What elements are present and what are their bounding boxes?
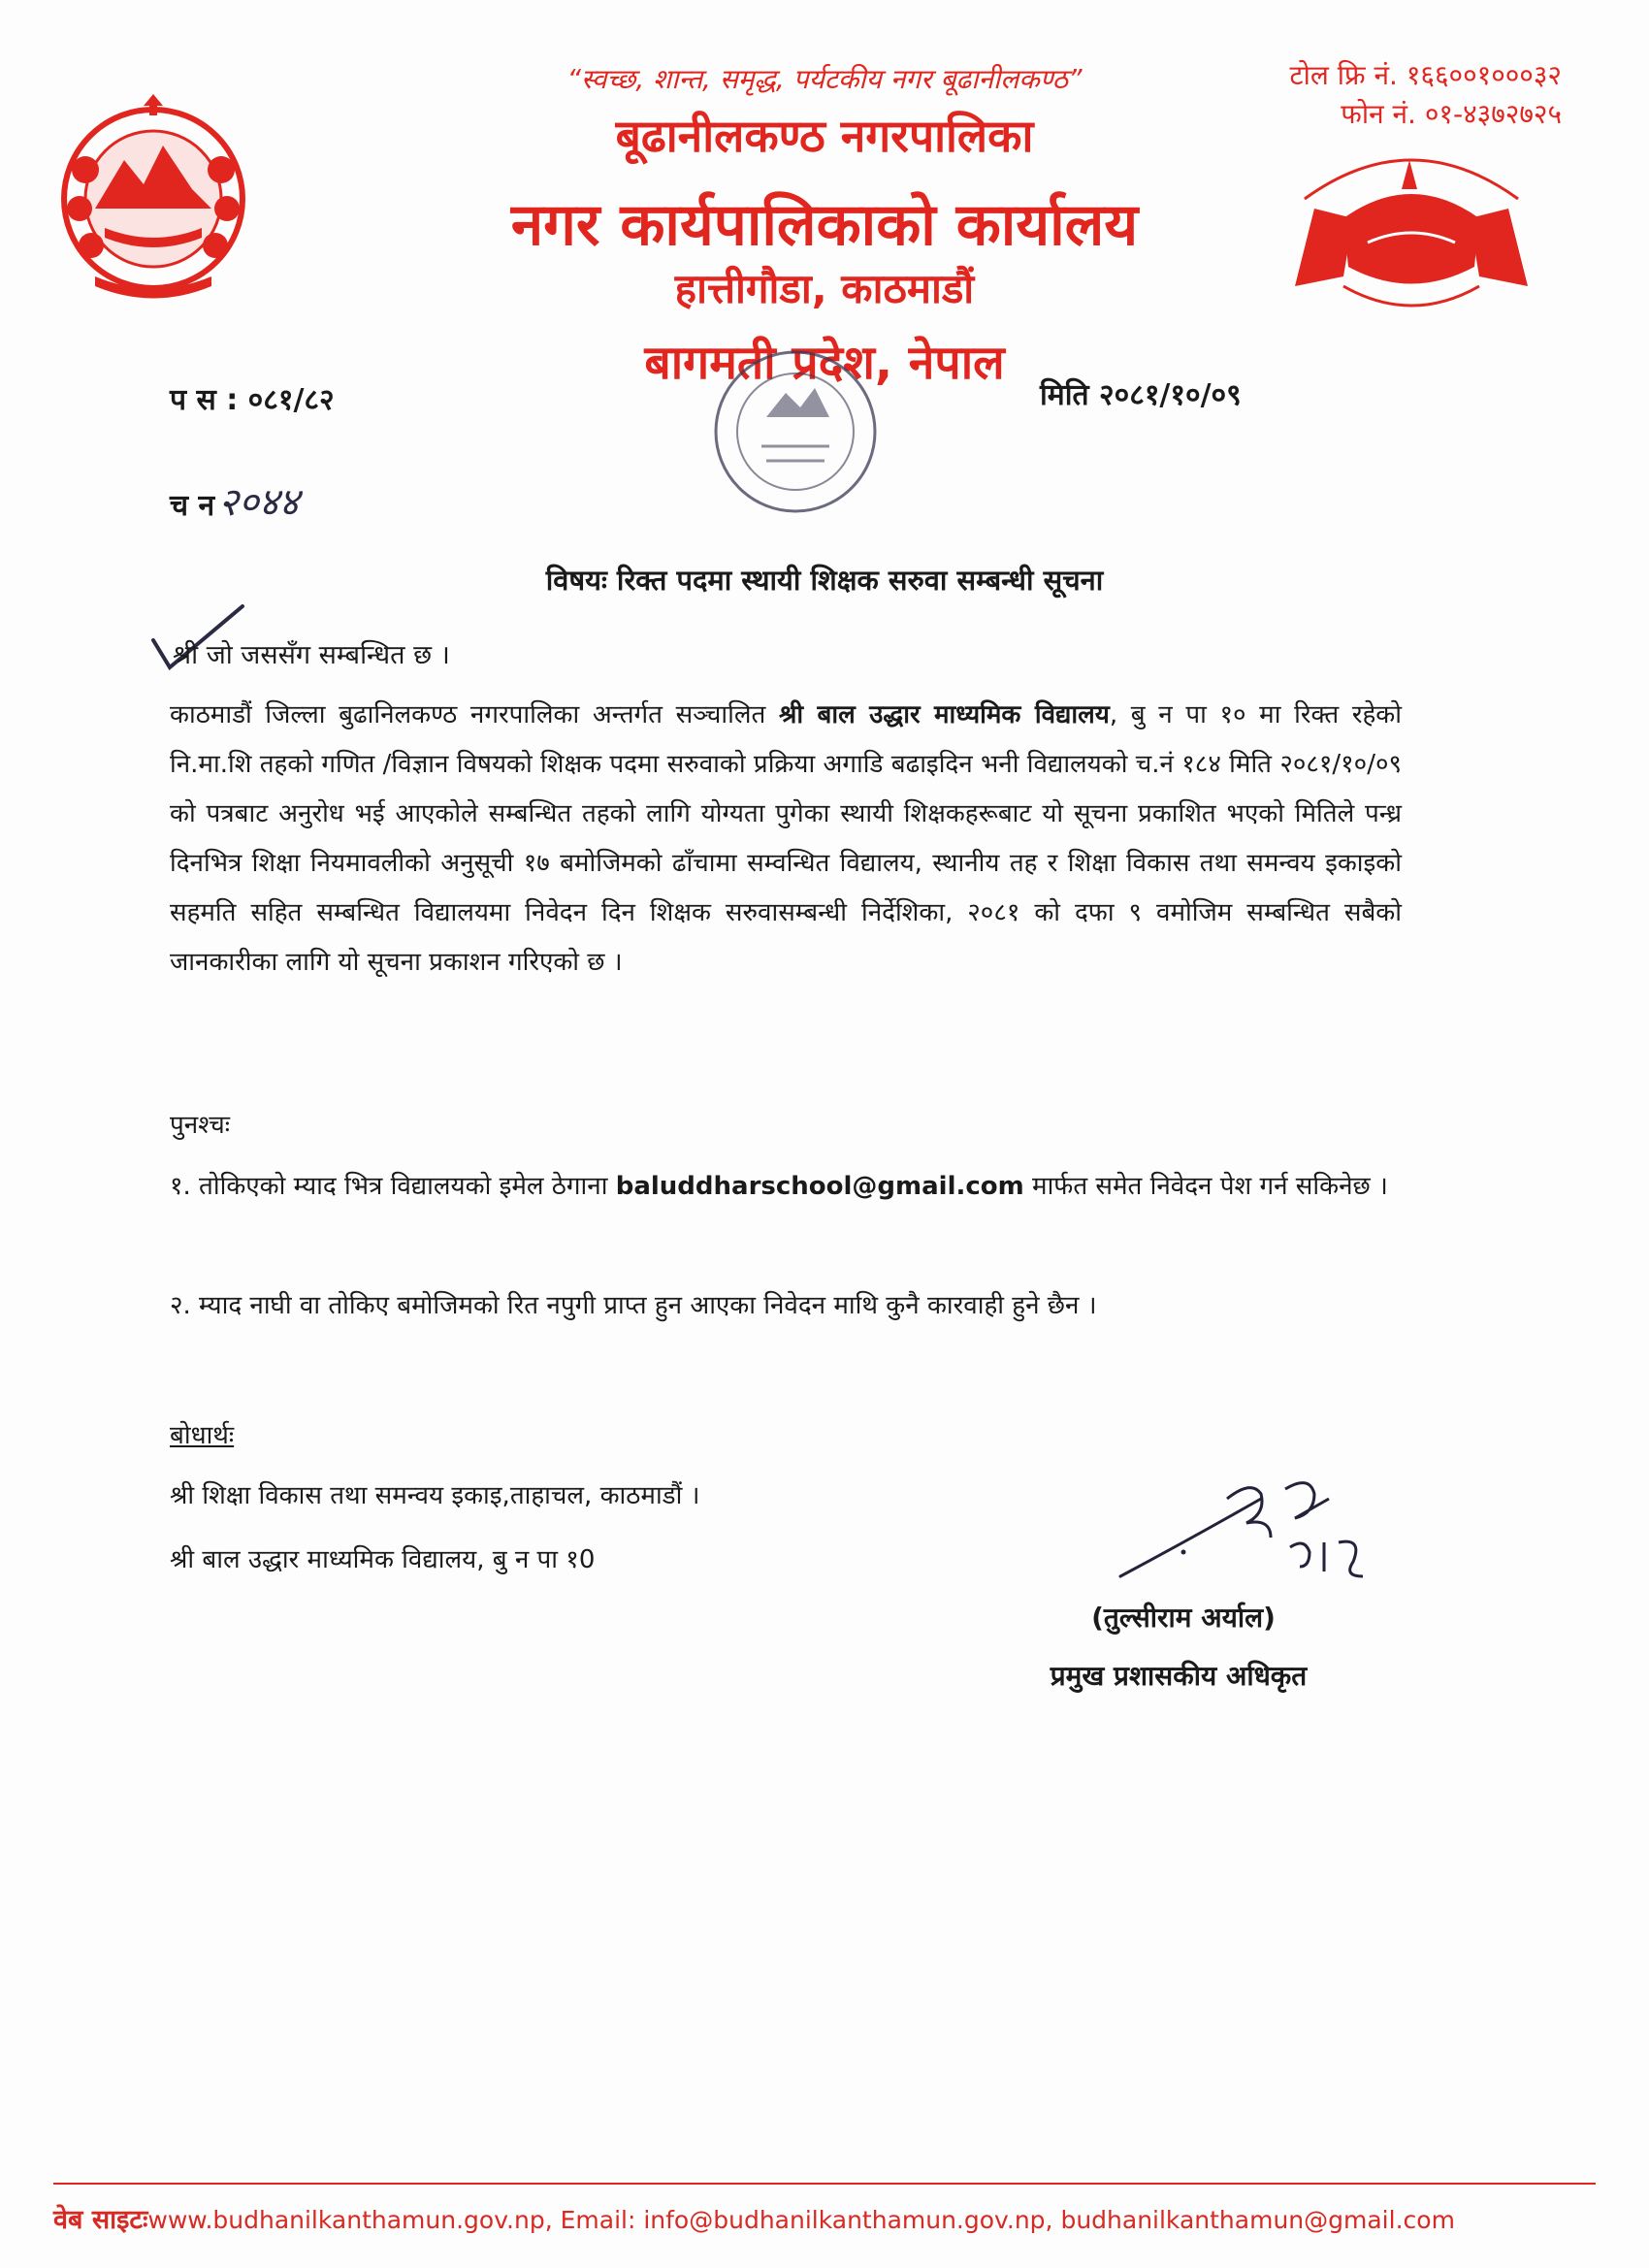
postscript-point-2: २. म्याद नाघी वा तोकिए बमोजिमको रित नपुगी प्राप्त हुन आएका निवेदन माथि कुनै कारवाही हुने छैन । (170, 1291, 1097, 1320)
footer-website-label: वेब साइटः (53, 2205, 148, 2235)
notice-subject: विषयः रिक्त पदमा स्थायी शिक्षक सरुवा सम्बन्धी सूचना (545, 564, 1104, 597)
footer-contact (53, 2200, 1455, 2236)
dispatch-number (170, 473, 299, 527)
dispatch-number-value: २०४४ (218, 480, 300, 525)
notice-body-paragraph (170, 691, 1402, 988)
phone-number: फोन नं. ०१-४३७२७२५ (1341, 98, 1562, 130)
office-name: नगर कार्यपालिकाको कार्यालय (510, 191, 1139, 259)
body-text-intro: काठमाडौं जिल्ला बुढानिलकण्ठ नगरपालिका अन्तर्गत सञ्चालित (170, 700, 779, 729)
school-email: baluddharschool@gmail.com (615, 1172, 1024, 1201)
postscript-point-1 (170, 1159, 1402, 1214)
point-1-text: १. तोकिएको म्याद भित्र विद्यालयको इमेल ठेगाना (170, 1172, 616, 1201)
signature-icon (1116, 1470, 1377, 1596)
footer-divider (53, 2183, 1596, 2185)
nepal-emblem-icon (56, 92, 250, 306)
office-location: हात्तीगौडा, काठमाडौं (674, 265, 975, 312)
school-name: श्री बाल उद्धार माध्यमिक विद्यालय (778, 700, 1110, 729)
postscript-heading: पुनश्चः (170, 1111, 231, 1140)
salutation: श्री जो जससँग सम्बन्धित छ । (173, 640, 450, 670)
letter-date: मिति २०८१/१०/०९ (1040, 378, 1242, 412)
office-province: बागमती प्रदेश, नेपाल (644, 336, 1005, 390)
body-text-main: , बु न पा १० मा रिक्त रहेको नि.मा.शि तहको गणित /विज्ञान विषयको शिक्षक पदमा सरुवाको प्रक्रिया अगाडि बढाइदिन भनी विद्यालयको च.नं १८४ मिति २०८१/१०/०९ को पत्रबाट अनुरोध भई आएकोले सम्बन्धित तहको लागि योग्यता पुगेका स्थायी शिक्षकहरूबाट यो सूचना प्रकाशित भएको मितिले पन्ध्र दिनभित्र शिक्षा नियमावलीको अनुसूची १७ बमोजिमको ढाँचामा सम्वन्धित विद्यालय, स्थानीय तह र शिक्षा विकास तथा समन्वय इकाइको सहमति सहित सम्बन्धित विद्यालयमा निवेदन दिन शिक्षक सरुवासम्बन्धी निर्देशिका, २०८१ को दफा ९ वमोजिम सम्बन्धित सबैको जानकारीका लागि यो सूचना प्रकाशन गरिएको छ । (170, 700, 1402, 977)
cc-heading: बोधार्थः (170, 1421, 235, 1450)
municipality-motto: “स्वच्छ, शान्त, समृद्ध, पर्यटकीय नगर बूढानीलकण्ठ” (566, 63, 1083, 95)
signatory-name: (तुल्सीराम अर्याल) (1091, 1602, 1276, 1634)
point-1-text-end: मार्फत समेत निवेदन पेश गर्न सकिनेछ । (1023, 1172, 1388, 1201)
signatory-title: प्रमुख प्रशासकीय अधिकृत (1050, 1660, 1308, 1692)
municipality-name: बूढानीलकण्ठ नगरपालिका (615, 110, 1034, 162)
office-seal-stamp-icon (669, 340, 922, 524)
municipality-logo-icon (1285, 131, 1537, 325)
dispatch-number-label: च न (170, 489, 215, 523)
reference-ps-number: प स : ०८१/८२ (170, 383, 335, 417)
footer-links: www.budhanilkanthamun.gov.np, Email: info@budhanilkanthamun.gov.np, budhanilkanthamun@gmail.com (147, 2206, 1455, 2234)
toll-free-number: टोल फ्रि नं. १६६००१०००३२ (1289, 59, 1562, 91)
cc-recipient-1: श्री शिक्षा विकास तथा समन्वय इकाइ,ताहाचल, काठमाडौं । (170, 1481, 700, 1510)
cc-recipient-2: श्री बाल उद्धार माध्यमिक विद्यालय, बु न पा १0 (170, 1545, 596, 1574)
